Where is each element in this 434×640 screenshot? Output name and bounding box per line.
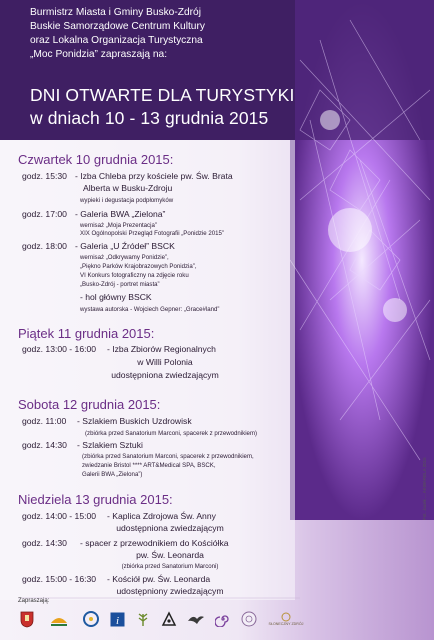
event-note: „Busko-Zdrój - portret miasta” — [80, 281, 160, 288]
event-time: godz. 13:00 - 16:00 — [22, 344, 97, 354]
event-place: w Willi Polonia — [137, 357, 193, 367]
organizer-line: Burmistrz Miasta i Gminy Busko-Zdrój — [30, 7, 201, 18]
event-time: godz. 17:00 — [22, 209, 67, 219]
day-heading: Sobota 12 grudnia 2015: — [18, 397, 161, 412]
spiral-logo — [214, 610, 232, 628]
event-note: wernisaż „Moja Prezentacja” — [80, 222, 157, 229]
event-note: (zbiórka przed Sanatorium Marconi, spacerek z przewodnikiem) — [85, 430, 258, 437]
sponsor-logo-text: SŁONECZNY ZDRÓJ — [268, 622, 304, 626]
event-place: udostępniona zwiedzającym — [116, 523, 224, 533]
coat-of-arms-icon — [18, 610, 36, 628]
event-title: DNI OTWARTE DLA TURYSTYKI — [30, 85, 295, 105]
event-note: wystawa autorska - Wojciech Gepner: „Grace#land” — [80, 306, 220, 313]
event-place: udostępniony zwiedzającym — [116, 586, 224, 596]
event-note: XIX Ogólnopolski Przegląd Fotografii „Ponidzie 2015” — [80, 230, 224, 237]
event-place: - Izba Chleba przy kościele pw. Św. Brata — [75, 171, 233, 181]
event-time: godz. 14:00 - 15:00 — [22, 511, 97, 521]
event-place: Alberta w Busku-Zdroju — [83, 183, 173, 193]
seal-logo — [240, 610, 258, 628]
header — [0, 0, 295, 140]
wheat-logo — [134, 610, 152, 628]
event-place: udostępniona zwiedzającym — [111, 370, 219, 380]
event-note: Galerii BWA „Zielona”) — [82, 471, 143, 478]
day-heading: Czwartek 10 grudnia 2015: — [18, 152, 174, 167]
event-place: - Galeria „U Źródeł” BSCK — [75, 241, 175, 251]
sponsors-label: Zapraszają: — [18, 598, 50, 604]
event-time: godz. 14:30 — [22, 440, 67, 450]
event-note: „Piękno Parków Krajobrazowych Ponidzia”, — [80, 263, 197, 270]
event-note: VI Konkurs fotograficzny na zdjęcie roku — [80, 272, 189, 279]
event-place: - Szlakiem Buskich Uzdrowisk — [77, 416, 192, 426]
event-place: - spacer z przewodnikiem do Kościółka — [80, 538, 229, 548]
event-time: godz. 18:00 — [22, 241, 67, 251]
event-note: zwiedzanie Bristol **** ART&Medical SPA, BSCK, — [82, 462, 216, 469]
event-place: - Galeria BWA „Zielona” — [75, 209, 166, 219]
sun-logo — [48, 610, 70, 628]
organizer-line: „Moc Ponidzia” zapraszają na: — [30, 49, 168, 60]
photo-credit: Fot. Jacek ... AKWARELA 2015 — [422, 457, 427, 520]
event-place: - Kaplica Zdrojowa Św. Anny — [107, 511, 216, 521]
event-note: wernisaż „Odkrywamy Ponidzie”, — [80, 254, 169, 261]
event-dates: w dniach 10 - 13 grudnia 2015 — [30, 108, 269, 128]
sun-circle-logo — [266, 610, 306, 628]
day-heading: Piątek 11 grudnia 2015: — [18, 326, 155, 341]
svg-text:i: i — [115, 614, 119, 627]
event-note: (zbiórka przed Sanatorium Marconi, spacerek z przewodnikiem, — [82, 453, 254, 460]
event-place: - Izba Zbiorów Regionalnych — [107, 344, 216, 354]
day-heading: Niedziela 13 grudnia 2015: — [18, 492, 173, 507]
event-time: godz. 11:00 — [22, 416, 67, 426]
bsck-logo — [160, 610, 178, 628]
wheel-logo — [82, 610, 100, 628]
organizer-line: Buskie Samorządowe Centrum Kultury — [30, 21, 205, 32]
info-logo — [108, 610, 126, 628]
event-note: wypieki i degustacja podpłomyków — [80, 197, 174, 204]
event-place: pw. Św. Leonarda — [136, 550, 204, 560]
organizer-line: oraz Lokalna Organizacja Turystyczna — [30, 35, 203, 46]
event-time: godz. 14:30 — [22, 538, 67, 548]
event-note: (zbiórka przed Sanatorium Marconi) — [121, 563, 219, 570]
event-place: - hol główny BSCK — [80, 292, 152, 302]
event-place: - Kościół pw. Św. Leonarda — [107, 574, 211, 584]
event-place: - Szlakiem Sztuki — [77, 440, 143, 450]
event-time: godz. 15:00 - 16:30 — [22, 574, 97, 584]
bird-logo — [186, 610, 206, 628]
event-time: godz. 15:30 — [22, 171, 67, 181]
